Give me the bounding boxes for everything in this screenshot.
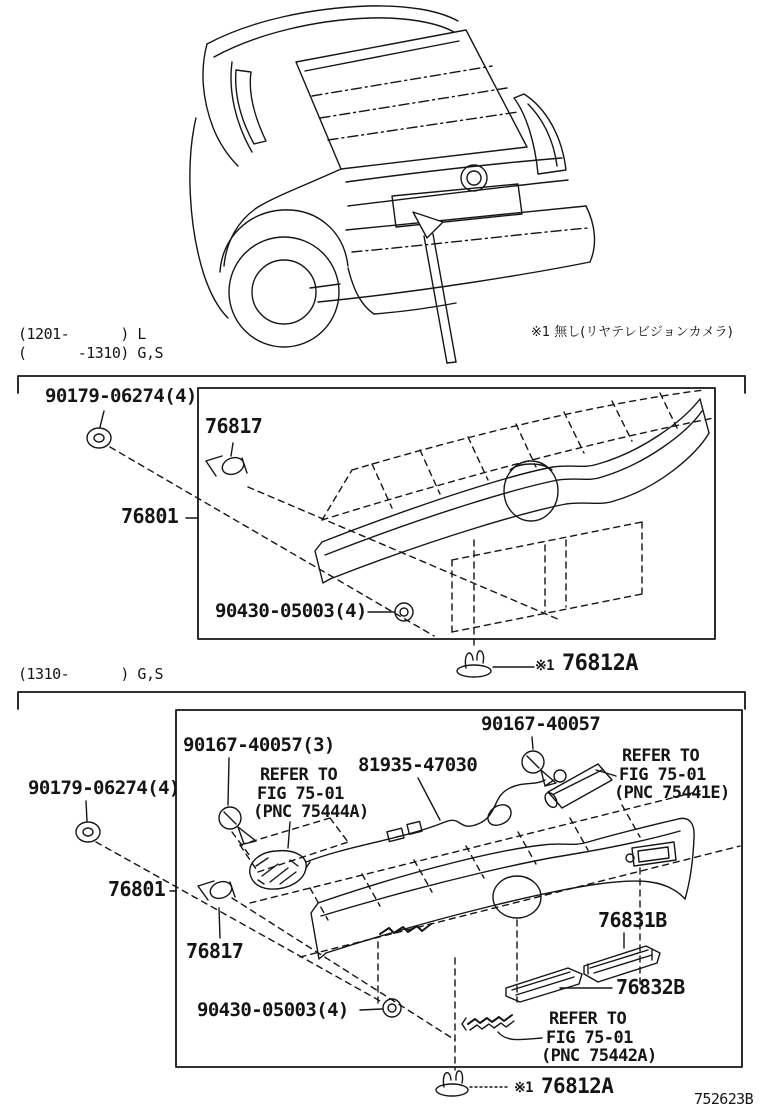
note-ref-mark-late: ※1 <box>514 1080 533 1096</box>
part-label-garnish-76801: 76801 <box>121 504 179 528</box>
part-label-clip-76817-late: 76817 <box>186 939 244 963</box>
part-label-grommet-90179: 90179-06274(4) <box>45 385 197 407</box>
figure-code: 752623B <box>694 1090 754 1108</box>
refer-note-75444a-line2: FIG 75-01 <box>257 784 344 804</box>
emblem-hole <box>493 876 541 918</box>
late-fasteners <box>76 801 510 1096</box>
part-label-clip-76812a: 76812A <box>562 651 638 676</box>
refer-note-75441e-line3: (PNC 75441E) <box>614 783 730 803</box>
part-label-wire-81935: 81935-47030 <box>358 754 478 776</box>
part-label-grommet-90179-late: 90179-06274(4) <box>28 777 180 799</box>
prius-emblem-drawing <box>462 1015 542 1040</box>
variant-range-late-gs: (1310- ) G,S <box>18 665 164 683</box>
refer-note-75444a-line1: REFER TO <box>260 765 338 785</box>
variant-range-early-l: (1201- ) L <box>18 325 146 343</box>
part-label-bracket-76832b: 76832B <box>616 975 685 999</box>
refer-note-75441e-line1: REFER TO <box>622 746 700 766</box>
license-lamp-drawing <box>250 822 310 889</box>
early-fasteners <box>87 411 534 677</box>
car-rear-drawing <box>190 6 595 363</box>
part-label-clip-76817: 76817 <box>205 414 263 438</box>
part-label-bracket-76831b: 76831B <box>598 908 667 932</box>
refer-note-75444a-line3: (PNC 75444A) <box>253 802 369 822</box>
refer-note-75442a-line3: (PNC 75442A) <box>541 1046 657 1066</box>
note-no-rear-camera: ※1 無し(リヤテレビジョンカメラ) <box>531 325 733 340</box>
part-label-garnish-76801-late: 76801 <box>108 877 166 901</box>
late-garnish-panel <box>311 818 694 959</box>
late-section-bracket <box>18 692 745 709</box>
part-label-screw-90167x3: 90167-40057(3) <box>183 734 335 756</box>
note-ref-mark: ※1 <box>535 658 554 674</box>
part-label-pad-90430-late: 90430-05003(4) <box>197 999 349 1021</box>
part-label-screw-90167: 90167-40057 <box>481 713 601 735</box>
part-label-clip-76812a-late: 76812A <box>541 1074 614 1098</box>
refer-note-75442a-line1: REFER TO <box>549 1009 627 1029</box>
part-label-pad-90430: 90430-05003(4) <box>215 600 367 622</box>
refer-note-75442a-line2: FIG 75-01 <box>546 1028 633 1048</box>
variant-range-early-gs: ( -1310) G,S <box>18 344 164 362</box>
refer-note-75441e-line2: FIG 75-01 <box>619 765 706 785</box>
